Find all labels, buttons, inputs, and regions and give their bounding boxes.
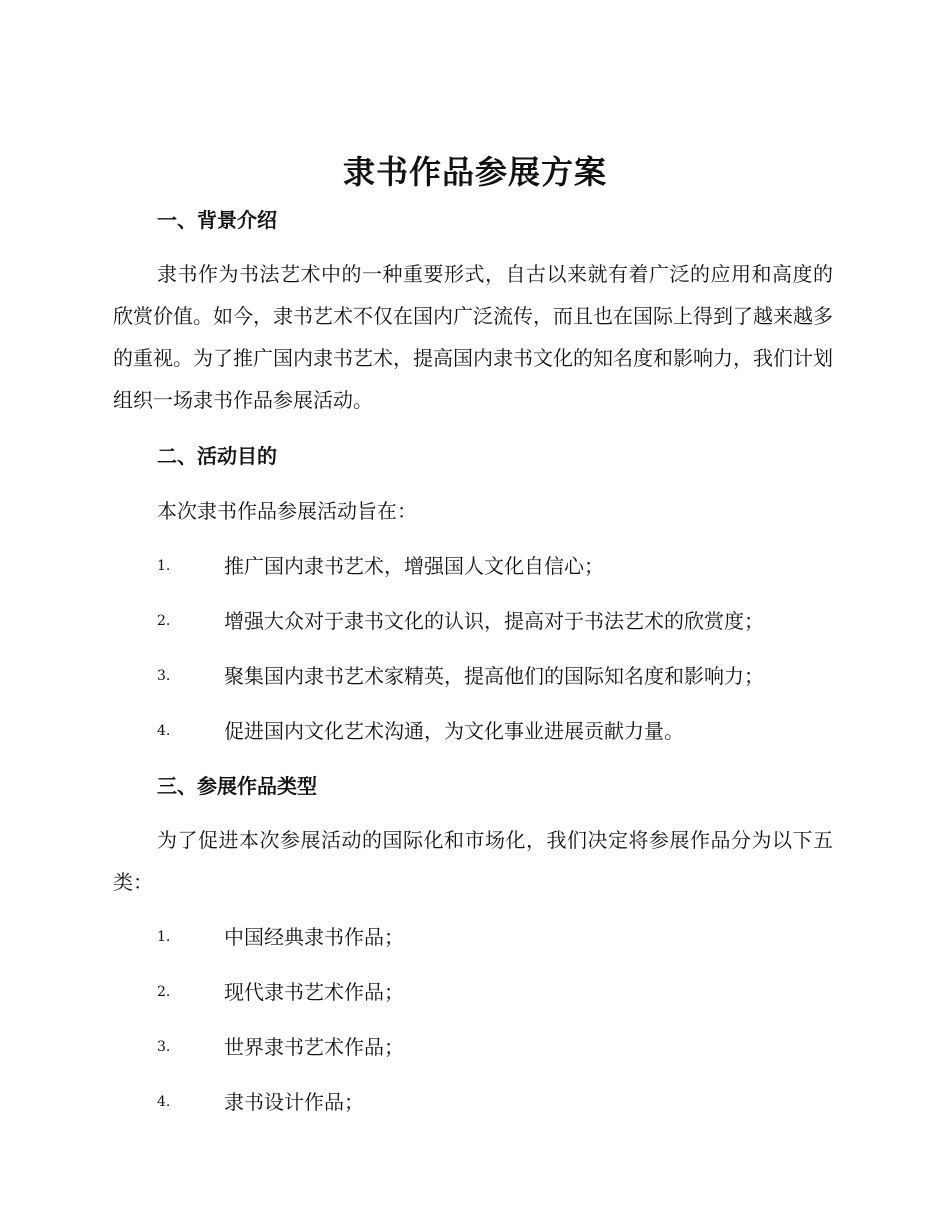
list-number: 4.: [157, 723, 171, 739]
list-text: 推广国内隶书艺术，增强国人文化自信心；: [224, 554, 604, 578]
list-text: 聚集国内隶书艺术家精英，提高他们的国际知名度和影响力；: [224, 664, 764, 688]
list-number: 1.: [157, 558, 171, 574]
section-heading-exhibit-types: 三、参展作品类型: [157, 774, 317, 798]
list-text: 隶书设计作品；: [224, 1090, 364, 1114]
list-text: 中国经典隶书作品；: [224, 925, 404, 949]
section-heading-background: 一、背景介绍: [157, 208, 277, 232]
list-text: 增强大众对于隶书文化的认识，提高对于书法艺术的欣赏度；: [224, 609, 764, 633]
document-title: 隶书作品参展方案: [342, 153, 607, 191]
list-text: 促进国内文化艺术沟通，为文化事业进展贡献力量。: [224, 719, 684, 743]
section-heading-purpose: 二、活动目的: [157, 444, 277, 468]
list-number: 2.: [157, 984, 171, 1000]
background-paragraph: 隶书作为书法艺术中的一种重要形式，自古以来就有着广泛的应用和高度的欣赏价值。如今，隶书艺术不仅在国内广泛流传，而且也在国际上得到了越来越多的重视。为了推广国内隶书艺术，提高国内隶书文化的知名度和影响力，我们计划组织一场隶书作品参展活动。: [113, 262, 833, 412]
purpose-intro: 本次隶书作品参展活动旨在：: [157, 499, 417, 523]
list-number: 4.: [157, 1094, 171, 1110]
list-text: 世界隶书艺术作品；: [224, 1035, 404, 1059]
list-number: 3.: [157, 668, 171, 684]
list-number: 1.: [157, 929, 171, 945]
list-text: 现代隶书艺术作品；: [224, 980, 404, 1004]
exhibit-types-intro: 为了促进本次参展活动的国际化和市场化，我们决定将参展作品分为以下五类：: [113, 828, 833, 894]
list-number: 3.: [157, 1039, 171, 1055]
list-number: 2.: [157, 613, 171, 629]
